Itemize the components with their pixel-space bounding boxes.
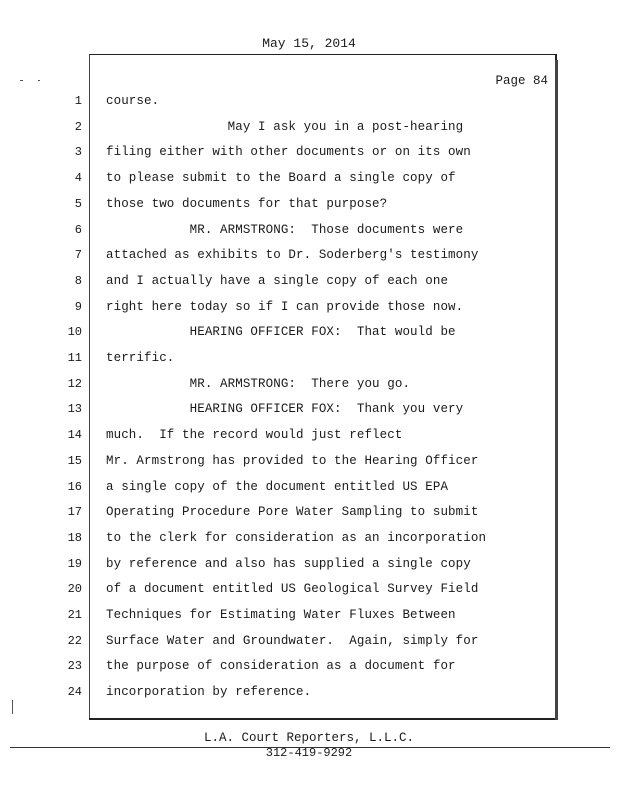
transcript-line: of a document entitled US Geological Survey Field — [106, 582, 479, 596]
scan-speck — [38, 80, 40, 81]
transcript-line: MR. ARMSTRONG: Those documents were — [106, 223, 464, 237]
line-number: 2 — [74, 120, 82, 134]
line-number: 4 — [74, 171, 82, 185]
transcript-frame-bottom — [89, 718, 557, 720]
line-number: 19 — [67, 557, 82, 571]
line-number: 10 — [67, 325, 82, 339]
line-number: 8 — [74, 274, 82, 288]
transcript-line: Surface Water and Groundwater. Again, simply for — [106, 634, 479, 648]
transcript-line: attached as exhibits to Dr. Soderberg's testimony — [106, 248, 479, 262]
line-number: 16 — [67, 480, 82, 494]
transcript-line: Techniques for Estimating Water Fluxes Between — [106, 608, 456, 622]
transcript-line: those two documents for that purpose? — [106, 197, 388, 211]
footer-company: L.A. Court Reporters, L.L.C. — [203, 731, 415, 745]
line-number: 15 — [67, 454, 82, 468]
line-number: 20 — [67, 582, 82, 596]
line-number: 24 — [67, 685, 82, 699]
transcript-line: May I ask you in a post-hearing — [106, 120, 464, 134]
page-number-label: Page 84 — [495, 74, 548, 88]
transcript-line: right here today so if I can provide those now. — [106, 300, 464, 314]
line-number: 11 — [67, 351, 82, 365]
line-number: 3 — [74, 145, 82, 159]
line-number: 22 — [67, 634, 82, 648]
line-number: 5 — [74, 197, 82, 211]
transcript-line: to the clerk for consideration as an incorporation — [106, 531, 487, 545]
line-number: 18 — [67, 531, 82, 545]
transcript-line: Mr. Armstrong has provided to the Hearing Officer — [106, 454, 479, 468]
line-number: 13 — [67, 402, 82, 416]
transcript-line: HEARING OFFICER FOX: That would be — [106, 325, 456, 339]
line-number: 17 — [67, 505, 82, 519]
transcript-line: and I actually have a single copy of each one — [106, 274, 449, 288]
transcript-line: terrific. — [106, 351, 175, 365]
transcript-line: the purpose of consideration as a document for — [106, 659, 456, 673]
line-number: 12 — [67, 377, 82, 391]
transcript-line: course. — [106, 94, 160, 108]
transcript-line: incorporation by reference. — [106, 685, 312, 699]
line-number: 7 — [74, 248, 82, 262]
transcript-line: much. If the record would just reflect — [106, 428, 403, 442]
footer-phone: 312-419-9292 — [265, 746, 353, 760]
line-number: 1 — [74, 94, 82, 108]
line-number: 21 — [67, 608, 82, 622]
page-date-header: May 15, 2014 — [262, 36, 356, 51]
scan-speck — [20, 80, 23, 81]
transcript-line: Operating Procedure Pore Water Sampling to submit — [106, 505, 479, 519]
line-number: 23 — [67, 659, 82, 673]
transcript-line: MR. ARMSTRONG: There you go. — [106, 377, 411, 391]
transcript-line: a single copy of the document entitled US EPA — [106, 480, 449, 494]
line-number: 9 — [74, 300, 82, 314]
transcript-frame-shadow — [555, 60, 558, 720]
line-number: 14 — [67, 428, 82, 442]
line-number: 6 — [74, 223, 82, 237]
transcript-line: HEARING OFFICER FOX: Thank you very — [106, 402, 464, 416]
transcript-line: to please submit to the Board a single copy of — [106, 171, 456, 185]
scan-speck — [12, 700, 13, 714]
transcript-line: filing either with other documents or on its own — [106, 145, 471, 159]
transcript-line: by reference and also has supplied a single copy — [106, 557, 471, 571]
